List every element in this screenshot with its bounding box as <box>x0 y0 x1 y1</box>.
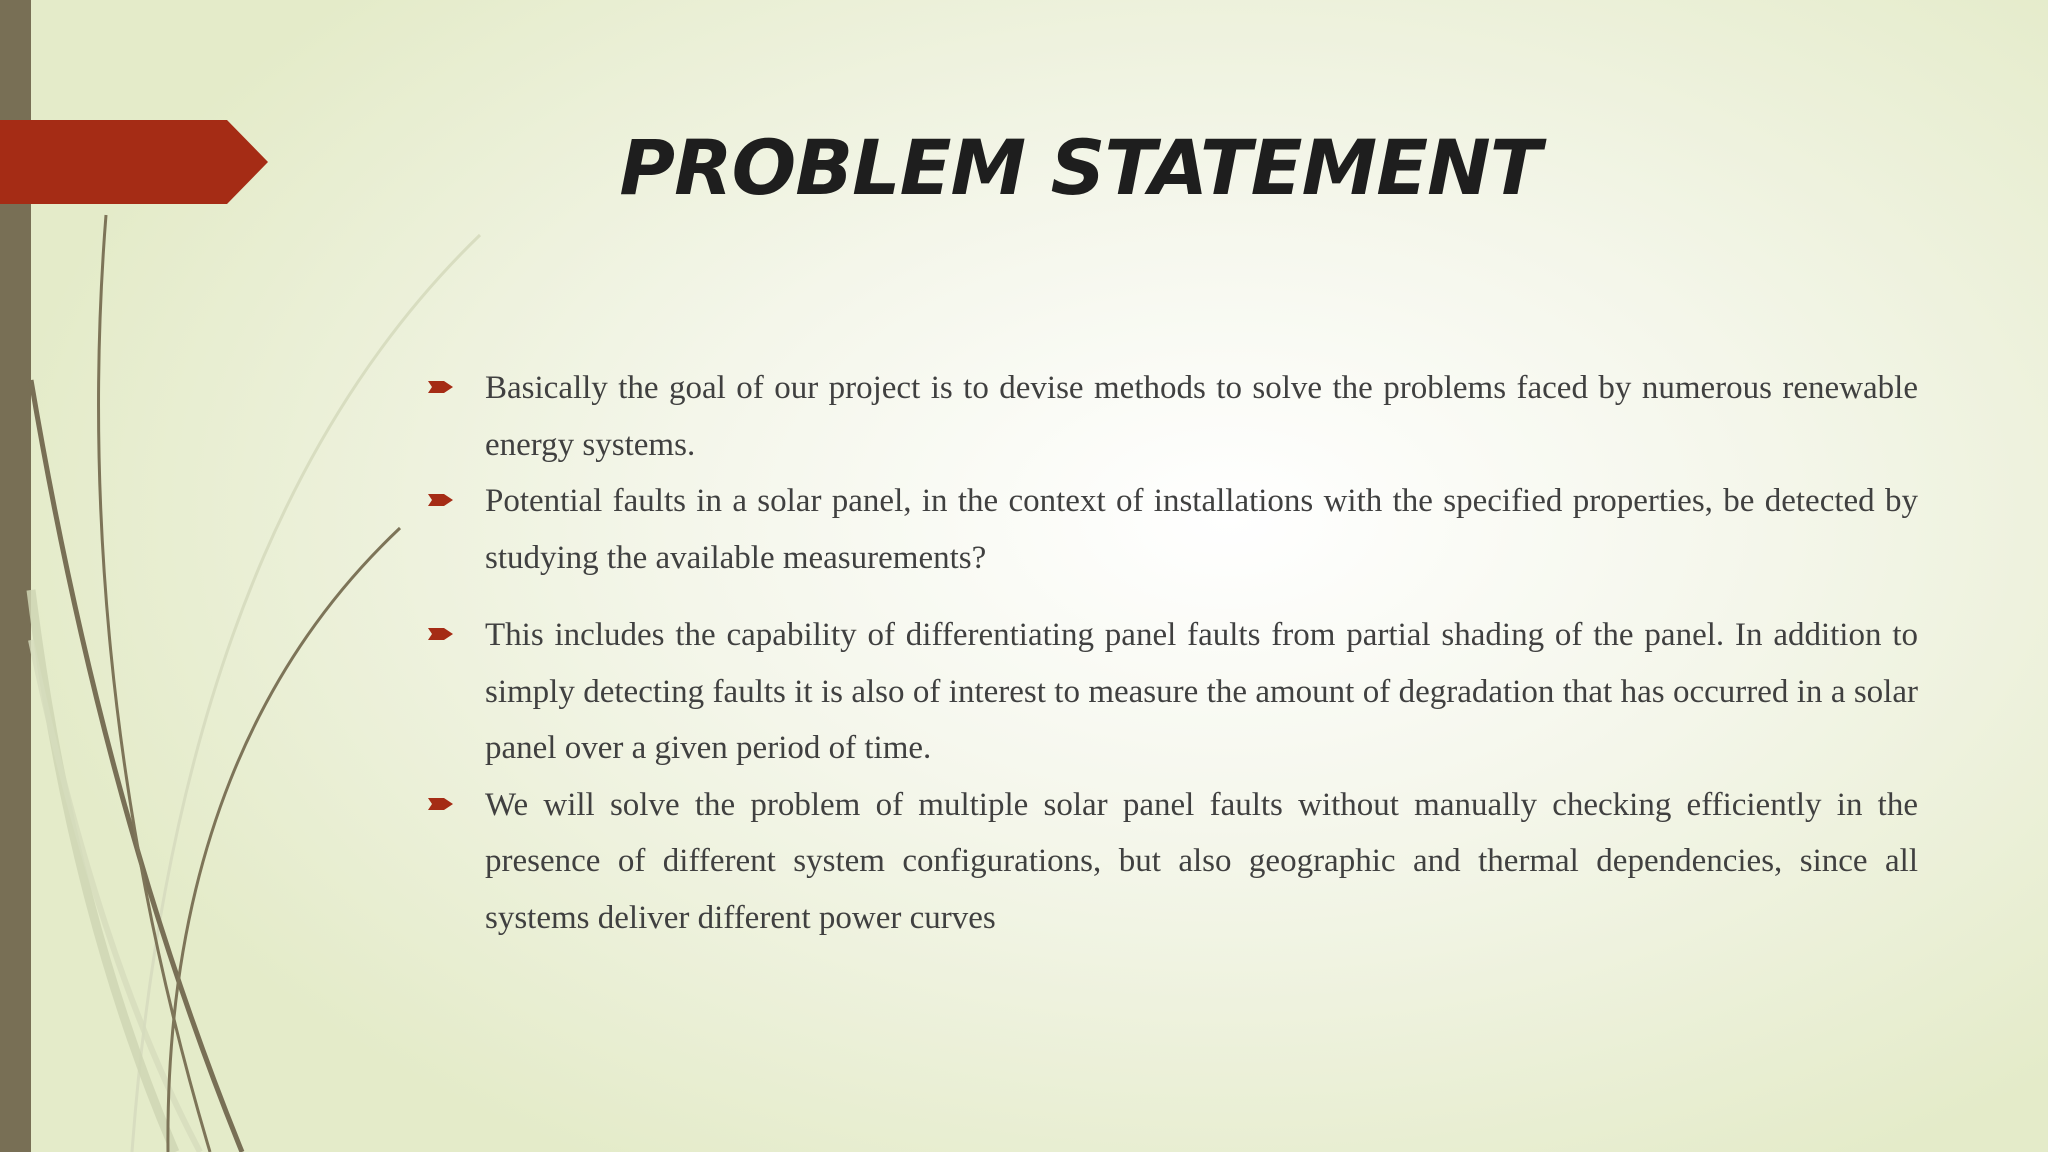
stem-light-3 <box>31 640 200 1152</box>
arrow-right-icon <box>428 491 454 509</box>
bullet-list <box>428 360 1918 946</box>
title-pointer-arrow <box>0 120 268 204</box>
arrow-right-icon <box>428 625 454 643</box>
bullet-text-4: We will solve the problem of multiple solar panel faults without manually checking efficiently in the presence of different system configurations, but also geographic and thermal dependencies, since all systems deliver different power curves <box>485 786 1918 936</box>
bullet-item-4 <box>428 777 1918 947</box>
bullet-text-3: This includes the capability of differentiating panel faults from partial shading of the panel. In addition to simply detecting faults it is also of interest to measure the amount of degradation that has occurred in a solar panel over a given period of time. <box>485 617 1918 766</box>
stem-light-2 <box>31 590 175 1152</box>
arrow-right-icon <box>428 378 454 396</box>
bullet-item-3 <box>428 607 1918 777</box>
bullet-text-2: Potential faults in a solar panel, in the context of installations with the specified properties, be detected by studying the available measurements? <box>485 483 1918 576</box>
bullet-text-1: Basically the goal of our project is to devise methods to solve the problems faced by numerous renewable energy systems. <box>485 370 1918 463</box>
stem-dark-2 <box>99 215 210 1152</box>
stem-dark-3 <box>168 528 400 1152</box>
arrow-right-icon <box>428 795 454 813</box>
slide-title: PROBLEM STATEMENT <box>619 123 1541 212</box>
bullet-item-2 <box>428 473 1918 586</box>
slide-content <box>428 360 1918 946</box>
bullet-item-1 <box>428 360 1918 473</box>
